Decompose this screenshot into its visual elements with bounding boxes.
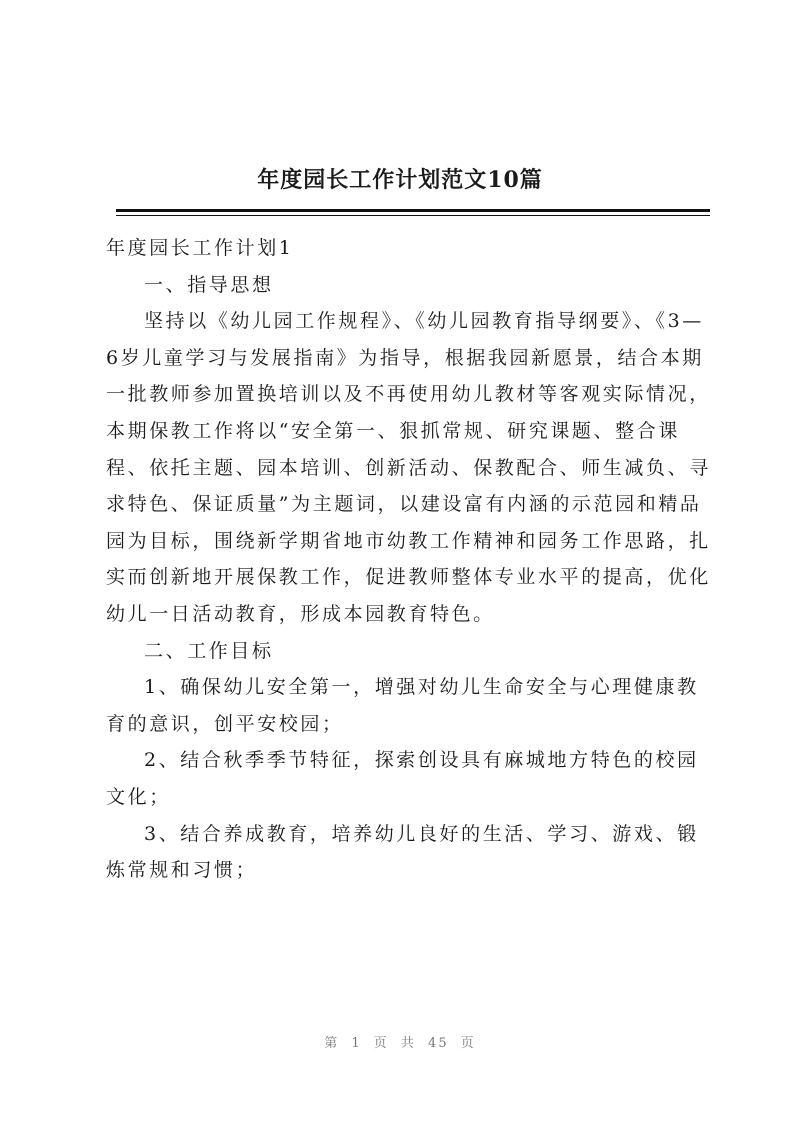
document-title: 年度园长工作计划范文10篇 — [257, 167, 543, 193]
paragraph-goal-1: 1、确保幼儿安全第一，增强对幼儿生命安全与心理健康教育的意识，创平安校园； — [106, 676, 699, 735]
page-number-footer: 第 1 页 共 45 页 — [324, 1036, 476, 1051]
plan-subtitle: 年度园长工作计划1 — [106, 237, 294, 259]
paragraph-goal-3: 3、结合养成教育，培养幼儿良好的生活、学习、游戏、锻炼常规和习惯； — [106, 822, 699, 882]
paragraph-guiding: 坚持以《幼儿园工作规程》、《幼儿园教育指导纲要》、《3—6岁儿童学习与发展指南》为指导，根据我园新愿景，结合本期一批教师参加置换培训以及不再使用幼儿教材等客观实际情况，本期保教工作将以“安全第一、狠抓常规、研究课题、整合课程、依托主题、园本培训、创新活动、保教配合、师生减负、寻求特色、保证质量”为主题词，以建设富有内涵的示范园和精品园为目标，围绕新学期省地市幼教工作精神和园务工作思路，扎实而创新地开展保教工作，促进教师整体专业水平的提高，优化幼儿一日活动教育，形成本园教育特色。 — [106, 310, 711, 625]
section-heading-goals: 二、工作目标 — [144, 639, 274, 662]
section-heading-guiding: 一、指导思想 — [144, 273, 274, 296]
paragraph-goal-2: 2、结合秋季季节特征，探索创设具有麻城地方特色的校园文化； — [106, 749, 699, 808]
document-body — [106, 230, 712, 889]
title-rule-thick — [116, 209, 710, 212]
title-rule-thin — [116, 215, 710, 216]
